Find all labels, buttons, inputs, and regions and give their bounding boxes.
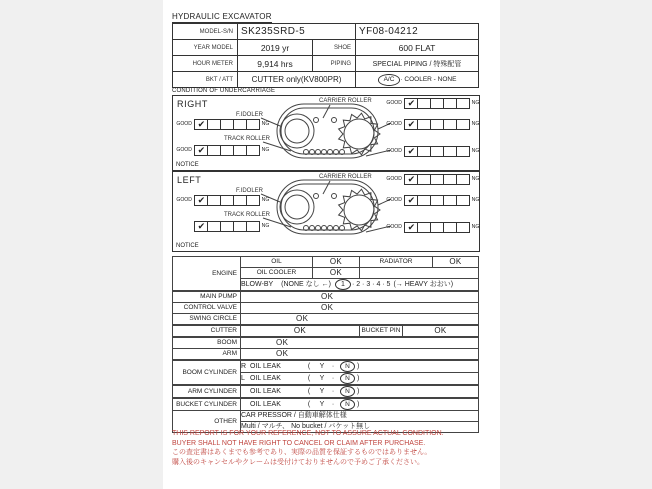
ng-label: NG [262, 223, 270, 229]
oil-leak-label: OIL LEAK [250, 375, 281, 382]
idler-rating [175, 194, 270, 206]
rating-box [233, 119, 247, 130]
good-label: GOOD [386, 121, 402, 127]
model-label: MODEL-S/N [173, 24, 238, 40]
rating-box [207, 145, 221, 156]
rating-box [430, 119, 444, 130]
rating-box [430, 98, 444, 109]
oil-cooler-label: OIL COOLER [241, 268, 313, 279]
rating-box [456, 222, 470, 233]
rating-check: ✔ [404, 146, 418, 157]
spec-table [172, 23, 479, 88]
other-line-2: Multi / マルチ、 No bucket / バケット無し [241, 422, 479, 433]
rating-box [443, 146, 457, 157]
rating-check: ✔ [194, 221, 208, 232]
leak-yes: Y [319, 401, 325, 408]
shoe-rating [385, 221, 480, 233]
oil-value: OK [313, 257, 360, 268]
rating-box [220, 195, 234, 206]
leak-no-circled: N [340, 361, 355, 372]
rating-box [417, 119, 431, 130]
rating-box [417, 222, 431, 233]
engine-label: ENGINE [173, 257, 241, 292]
control-valve-value: OK [241, 303, 479, 314]
shoe-value: 600 FLAT [356, 40, 479, 56]
paren-open: ( [307, 375, 311, 382]
ng-label: NG [472, 121, 480, 127]
oil-leak-label: OIL LEAK [250, 363, 281, 370]
rating-check: ✔ [194, 145, 208, 156]
leak-yes: Y [319, 363, 325, 370]
piping-label: PIPING [313, 56, 356, 72]
disclaimer-line: BUYER SHALL NOT HAVE RIGHT TO CANCEL OR CLAIM AFTER PURCHASE. [172, 439, 426, 447]
row-arm [173, 349, 479, 361]
cutter-label: CUTTER [173, 325, 241, 337]
row-engine-oil [173, 257, 479, 268]
control-valve-label: CONTROL VALVE [173, 303, 241, 314]
spec-row-bkt [173, 72, 479, 88]
bucket-pin-label: BUCKET PIN [360, 325, 403, 337]
undercarriage-right-section [172, 95, 480, 171]
paren-open: ( [307, 388, 311, 395]
rating-box [456, 174, 470, 185]
serial-value: YF08-04212 [356, 24, 479, 40]
ng-label: NG [472, 176, 480, 182]
spec-row-year [173, 40, 479, 56]
paren-open: ( [307, 363, 311, 370]
carrier-roller-dot [332, 194, 337, 199]
spec-row-model [173, 24, 479, 40]
disclaimer-line: この査定書はあくまでも参考であり、実際の品質を保証するものではありません。 [172, 449, 432, 456]
leak-no-circled: N [340, 373, 355, 384]
row-arm-cylinder [173, 385, 479, 398]
rating-check: ✔ [194, 119, 208, 130]
model-value: SK235SRD-5 [238, 24, 356, 40]
carrier-leader-line [323, 181, 330, 194]
rating-box [417, 146, 431, 157]
leak-sep: · [331, 388, 335, 395]
rating-check: ✔ [194, 195, 208, 206]
rating-box [430, 146, 444, 157]
row-cutter [173, 325, 479, 337]
page-title: HYDRAULIC EXCAVATOR [172, 12, 272, 21]
paren-open: ( [307, 401, 311, 408]
arm-label: ARM [173, 349, 241, 361]
spec-row-hour [173, 56, 479, 72]
blowby-scale: · 2 · 3 · 4 · 5 [351, 281, 391, 288]
good-label: GOOD [386, 197, 402, 203]
boom-label: BOOM [173, 337, 241, 349]
rating-box [443, 222, 457, 233]
rating-check: ✔ [404, 174, 418, 185]
paren-close: ) [357, 363, 360, 370]
arm-cylinder-leak [241, 385, 479, 398]
radiator-value: OK [433, 257, 479, 268]
section-name-left: LEFT [177, 175, 202, 185]
swing-circle-label: SWING CIRCLE [173, 314, 241, 326]
rating-box [443, 174, 457, 185]
hour-label: HOUR METER [173, 56, 238, 72]
rating-box [246, 119, 260, 130]
blowby-selected-mark: 1 [335, 279, 351, 290]
report-page [163, 0, 500, 489]
rating-box [233, 195, 247, 206]
good-label: GOOD [386, 100, 402, 106]
leak-yes: Y [319, 375, 325, 382]
disclaimer-text [172, 429, 444, 467]
track-roller-rating [175, 144, 270, 156]
row-swing-circle [173, 314, 479, 326]
arm-cylinder-label: ARM CYLINDER [173, 385, 241, 398]
carrier-roller-label: CARRIER ROLLER [319, 98, 372, 104]
shoe-rating [385, 145, 480, 157]
boom-value: OK [241, 337, 479, 349]
carrier-leader-line [323, 105, 330, 118]
rating-check: ✔ [404, 98, 418, 109]
boom-cylinder-r-leak [241, 360, 479, 373]
blowby-cell [241, 279, 479, 292]
piping-value: SPECIAL PIPING / 特殊配管 [356, 56, 479, 72]
cutter-value: OK [241, 325, 360, 337]
ac-value [356, 72, 479, 88]
rating-box [417, 195, 431, 206]
other-line-1: CAR PRESSOR / 自動車解体仕様 [241, 411, 479, 422]
rating-box [456, 146, 470, 157]
ng-label: NG [472, 197, 480, 203]
rating-box [207, 119, 221, 130]
oil-leak-label: OIL LEAK [250, 388, 281, 395]
rating-box [456, 119, 470, 130]
hour-value: 9,914 hrs [238, 56, 313, 72]
rating-box [233, 221, 247, 232]
bkt-label: BKT / ATT [173, 72, 238, 88]
bucket-cylinder-label: BUCKET CYLINDER [173, 398, 241, 411]
ac-circled-mark: A/C [378, 74, 401, 86]
sprocket-rating [385, 194, 480, 206]
carrier-roller-rating [385, 97, 480, 109]
row-boom [173, 337, 479, 349]
ac-rest: · COOLER - NONE [400, 75, 457, 83]
radiator-label: RADIATOR [360, 257, 433, 268]
carrier-roller-dot [314, 194, 319, 199]
leak-sep: · [331, 401, 335, 408]
disclaimer-line: THIS REPORT IS FOR YOUR REFERENCE, NOT TO ASSURE ACTUAL CONDITION. [172, 430, 444, 437]
carrier-roller-dot [314, 118, 319, 123]
carrier-roller-label: CARRIER ROLLER [319, 174, 372, 180]
leak-yes: Y [319, 388, 325, 395]
front-idler-label: F.IDOLER [236, 188, 264, 194]
ng-label: NG [262, 147, 270, 153]
track-roller-rating [175, 220, 270, 232]
good-label: GOOD [176, 147, 192, 153]
rating-box [220, 119, 234, 130]
good-label: GOOD [386, 224, 402, 230]
undercarriage-left-section [172, 171, 480, 252]
rating-box [246, 221, 260, 232]
rating-box [233, 145, 247, 156]
rating-check: ✔ [404, 195, 418, 206]
good-label: GOOD [386, 148, 402, 154]
idler-rating [175, 118, 270, 130]
section-name-right: RIGHT [177, 99, 208, 109]
ng-label: NG [262, 197, 270, 203]
paren-close: ) [357, 375, 360, 382]
rating-box [430, 195, 444, 206]
blowby-scale-start: (NONE なし ←) [281, 281, 331, 288]
rating-box [443, 195, 457, 206]
leak-sep: · [331, 363, 335, 370]
row-other-1 [173, 411, 479, 422]
leak-sep: · [331, 375, 335, 382]
rating-box [207, 195, 221, 206]
track-belt-outer [277, 104, 378, 158]
rating-box [246, 145, 260, 156]
ng-label: NG [472, 100, 480, 106]
shoe-label: SHOE [313, 40, 356, 56]
notice-label: NOTICE [176, 243, 199, 249]
rating-box [417, 174, 431, 185]
oil-label: OIL [241, 257, 313, 268]
notice-label: NOTICE [176, 162, 199, 168]
year-label: YEAR MODEL [173, 40, 238, 56]
rating-box [430, 222, 444, 233]
row-bucket-cylinder [173, 398, 479, 411]
bkt-value: CUTTER only(KV800PR) [238, 72, 356, 88]
oil-cooler-value: OK [313, 268, 360, 279]
rating-box [430, 174, 444, 185]
rating-check: ✔ [404, 119, 418, 130]
boom-cylinder-l-leak [241, 373, 479, 386]
good-label: GOOD [386, 176, 402, 182]
blowby-scale-end: (→ HEAVY おおい) [393, 281, 454, 288]
year-value: 2019 yr [238, 40, 313, 56]
ng-label: NG [472, 224, 480, 230]
bucket-cylinder-leak [241, 398, 479, 411]
bucket-pin-value: OK [403, 325, 479, 337]
rating-check: ✔ [404, 222, 418, 233]
sprocket-rating [385, 118, 480, 130]
paren-close: ) [357, 388, 360, 395]
row-control-valve [173, 303, 479, 314]
cylinder-side-l: L [241, 375, 245, 382]
carrier-roller-rating [385, 173, 480, 185]
row-main-pump [173, 291, 479, 303]
rating-box [456, 98, 470, 109]
disclaimer-line: 購入後のキャンセルやクレームは受付けておりませんので予めご了承ください。 [172, 458, 424, 466]
rating-box [220, 221, 234, 232]
rating-box [443, 98, 457, 109]
boom-cylinder-label: BOOM CYLINDER [173, 360, 241, 385]
leak-no-circled: N [340, 386, 355, 397]
rating-box [220, 145, 234, 156]
good-label: GOOD [176, 121, 192, 127]
inspection-table [172, 256, 479, 433]
swing-circle-value: OK [241, 314, 479, 326]
oil-leak-label: OIL LEAK [250, 401, 281, 408]
paren-close: ) [357, 401, 360, 408]
rating-box [207, 221, 221, 232]
row-boom-cylinder-r [173, 360, 479, 373]
rating-box [443, 119, 457, 130]
main-pump-label: MAIN PUMP [173, 291, 241, 303]
ng-label: NG [262, 121, 270, 127]
rating-box [246, 195, 260, 206]
track-roller-label: TRACK ROLLER [224, 212, 271, 218]
good-label: GOOD [176, 197, 192, 203]
blowby-label: BLOW-BY [241, 281, 274, 288]
cylinder-side-r: R [241, 363, 247, 370]
other-label: OTHER [173, 411, 241, 433]
ng-label: NG [472, 148, 480, 154]
rating-box [456, 195, 470, 206]
empty-cell [360, 268, 479, 279]
arm-value: OK [241, 349, 479, 361]
carrier-roller-dot [332, 118, 337, 123]
track-belt-outer [277, 180, 378, 234]
main-pump-value: OK [241, 291, 479, 303]
front-idler-label: F.IDOLER [236, 112, 264, 118]
rating-box [417, 98, 431, 109]
undercarriage-heading: CONDITION OF UNDERCARRIAGE [172, 88, 276, 94]
track-roller-label: TRACK ROLLER [224, 136, 271, 142]
leak-no-circled: N [340, 399, 355, 410]
